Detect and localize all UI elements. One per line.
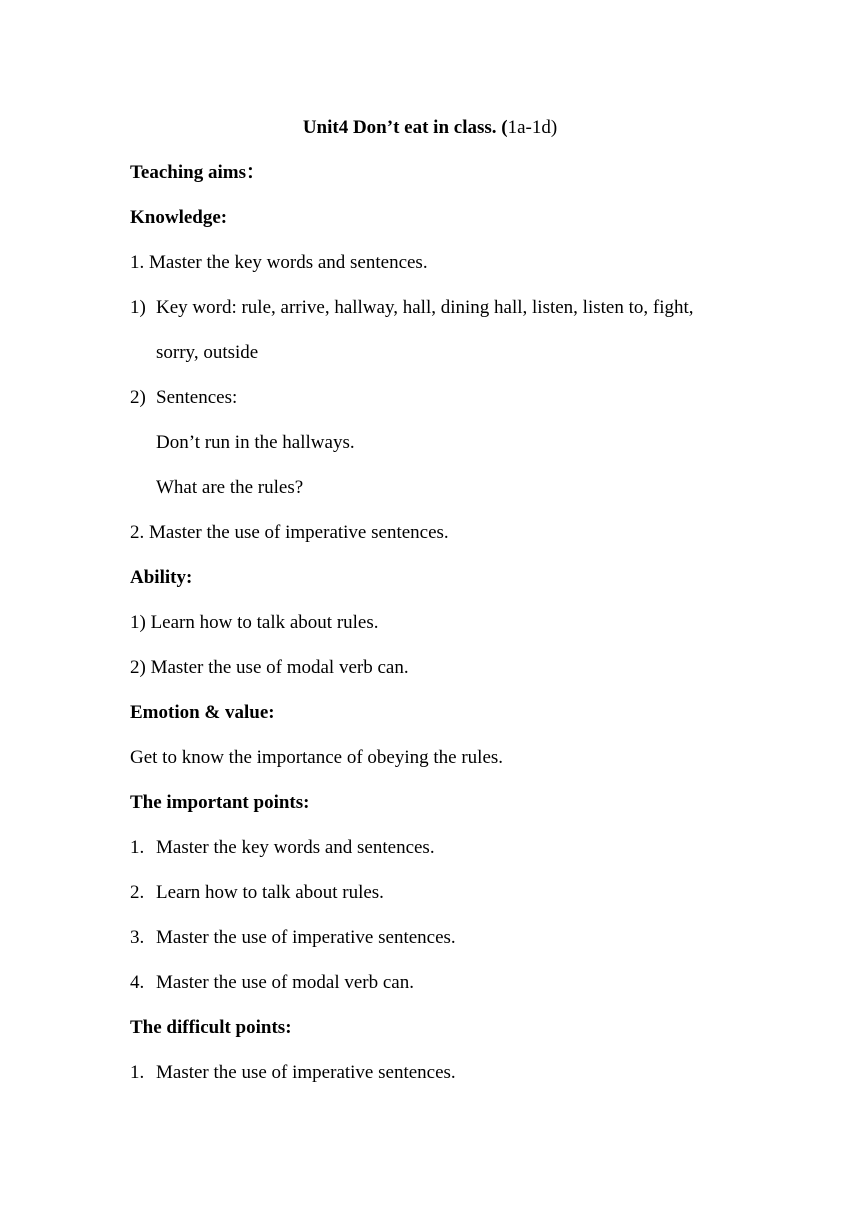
knowledge-heading: Knowledge: (130, 207, 228, 228)
emotion-text: Get to know the importance of obeying the rules. (130, 747, 504, 768)
ability-heading: Ability: (130, 567, 193, 588)
list-text: Master the use of imperative sentences. (156, 1062, 456, 1083)
teaching-aims-heading: Teaching aims： (130, 162, 265, 183)
important-point-3 (130, 926, 456, 950)
knowledge-sub-item-1-continued: sorry, outside (156, 342, 259, 363)
important-point-2 (130, 881, 384, 905)
list-number: 1. (130, 1062, 145, 1083)
list-number: 2. (130, 882, 145, 903)
list-number: 1. (130, 837, 145, 858)
list-text: Master the key words and sentences. (156, 837, 435, 858)
list-number: 1) (130, 297, 146, 318)
example-sentence-1: Don’t run in the hallways. (156, 432, 355, 453)
knowledge-sub-item-1 (130, 296, 694, 320)
difficult-points-heading: The difficult points: (130, 1017, 292, 1038)
list-number: 3. (130, 927, 145, 948)
knowledge-sub-item-2 (130, 386, 237, 410)
list-text: Master the use of imperative sentences. (156, 927, 456, 948)
document-title (0, 116, 860, 140)
example-sentence-2: What are the rules? (156, 477, 304, 498)
list-text: Sentences: (156, 387, 238, 408)
important-point-1 (130, 836, 435, 860)
knowledge-item-1: 1. Master the key words and sentences. (130, 252, 428, 273)
knowledge-item-2: 2. Master the use of imperative sentences. (130, 522, 449, 543)
list-text: Master the use of modal verb can. (156, 972, 414, 993)
emotion-heading: Emotion & value: (130, 702, 275, 723)
important-point-4 (130, 971, 414, 995)
list-number: 2) (130, 387, 146, 408)
title-normal: 1a-1d) (507, 117, 558, 138)
title-bold: Unit4 Don’t eat in class. ( (302, 117, 508, 138)
difficult-point-1 (130, 1061, 456, 1085)
ability-item-1: 1) Learn how to talk about rules. (130, 612, 379, 633)
list-number: 4. (130, 972, 145, 993)
list-text: Learn how to talk about rules. (156, 882, 384, 903)
list-text: Key word: rule, arrive, hallway, hall, dining hall, listen, listen to, fight, (156, 297, 694, 318)
ability-item-2: 2) Master the use of modal verb can. (130, 657, 409, 678)
important-points-heading: The important points: (130, 792, 310, 813)
